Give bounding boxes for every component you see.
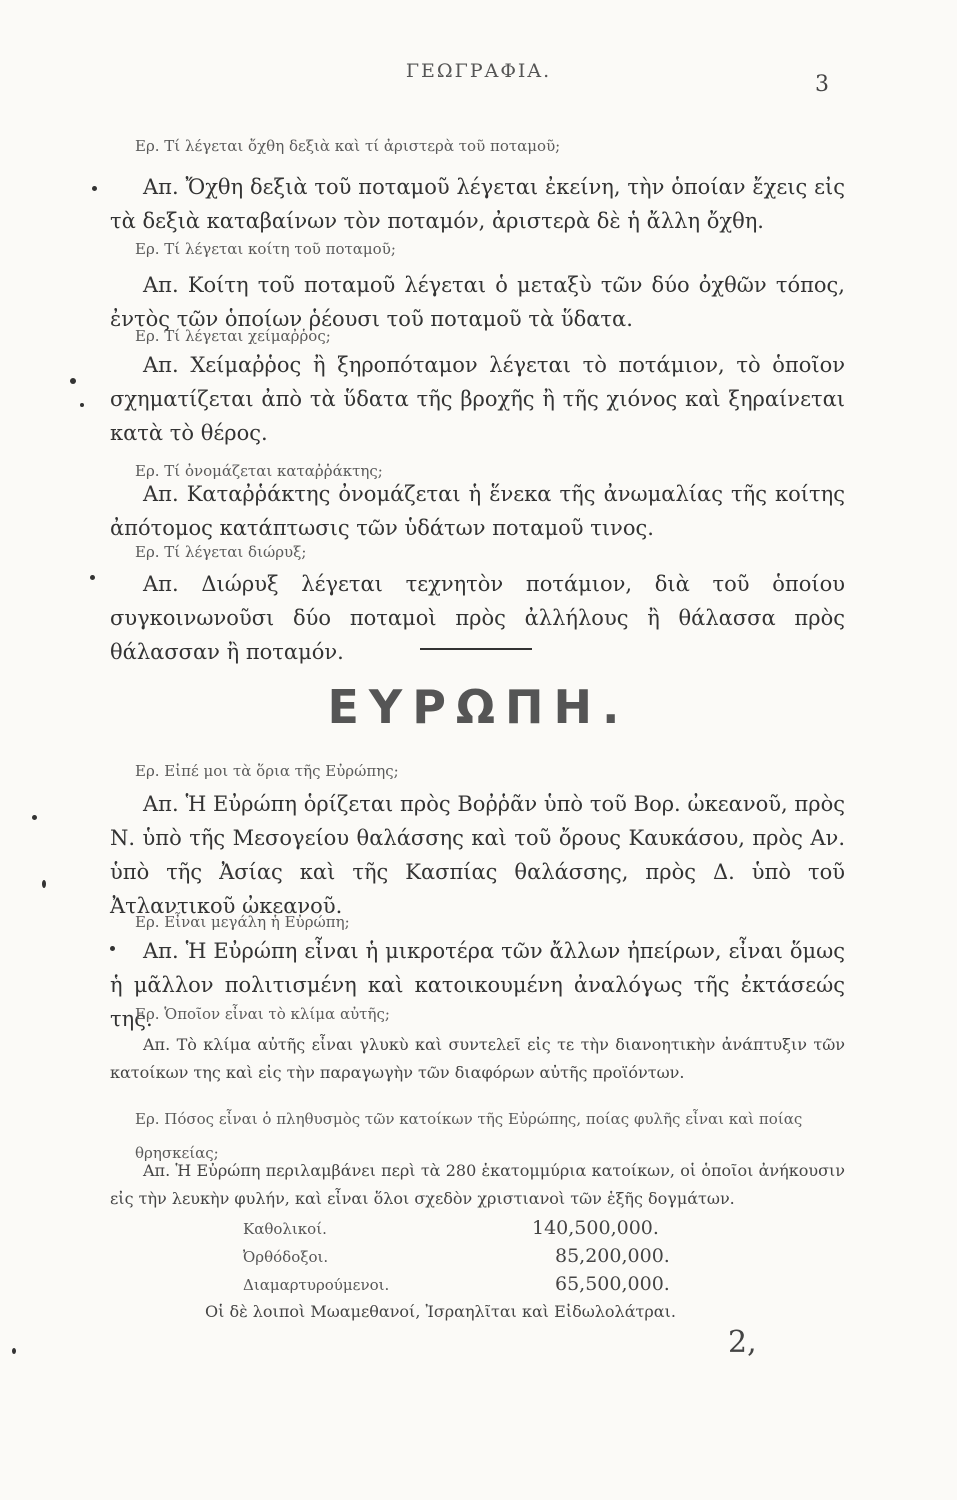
question-3: Ερ. Τί λέγεται χείμαῤῥος;	[135, 327, 331, 345]
answer-text: Χείμαῤῥος ἢ ξηροπόταμον λέγεται τὸ ποτάμιον, τὸ ὁποῖον σχηματίζεται ἀπὸ τὰ ὕδατα τῆς βροχῆς ἢ τῆς χιόνος καὶ ξηραίνεται κατὰ τὸ θέρος.	[110, 353, 845, 445]
answer-label: Απ.	[143, 792, 179, 816]
answer-label: Απ.	[143, 939, 179, 963]
denomination-label: Καθολικοί.	[243, 1220, 327, 1238]
answer-text: Ἡ Εὐρώπη περιλαμβάνει περὶ τὰ 280 ἑκατομμύρια κατοίκων, οἱ ὁποῖοι ἀνήκουσιν εἰς τὴν λευκὴν φυλήν, καὶ εἶναι ὅλοι σχεδὸν χριστιανοὶ τῶν ἑξῆς δογμάτων.	[110, 1161, 845, 1208]
ink-dot	[70, 378, 76, 384]
answer-8	[110, 1031, 845, 1087]
answer-9	[110, 1157, 845, 1213]
section-title: ΕΥΡΩΠΗ.	[327, 680, 630, 734]
answer-label: Απ.	[143, 572, 179, 596]
denomination-value: 85,200,000.	[555, 1245, 670, 1267]
answer-text: Κοίτη τοῦ ποταμοῦ λέγεται ὁ μεταξὺ τῶν δύο ὀχθῶν τόπος, ἐντὸς τῶν ὁποίων ῥέουσι τοῦ ποταμοῦ τὰ ὕδατα.	[110, 273, 845, 331]
answer-label: Απ.	[143, 482, 179, 506]
table-row	[0, 1273, 957, 1299]
answer-text: Ἡ Εὐρώπη ὁρίζεται πρὸς Βοῤῥᾶν ὑπὸ τοῦ Βορ. ὠκεανοῦ, πρὸς Ν. ὑπὸ τῆς Μεσογείου θαλάσσης καὶ τοῦ ὄρους Καυκάσου, πρὸς Αν. ὑπὸ τῆς Ἀσίας καὶ τῆς Κασπίας θαλάσσης, πρὸς Δ. ὑπὸ τοῦ Ἀτλαντικοῦ ὠκεανοῦ.	[110, 792, 845, 918]
denomination-value: 140,500,000.	[532, 1217, 659, 1239]
answer-5	[110, 567, 845, 669]
table-row	[0, 1217, 957, 1243]
ink-dot	[12, 1348, 16, 1354]
answer-text: Ὄχθη δεξιὰ τοῦ ποταμοῦ λέγεται ἐκείνη, τὴν ὁποίαν ἔχεις εἰς τὰ δεξιὰ καταβαίνων τὸν ποταμόν, ἀριστερὰ δὲ ἡ ἄλλη ὄχθη.	[110, 175, 845, 233]
page-number: 3	[815, 72, 829, 97]
ink-dot	[32, 815, 37, 820]
answer-3	[110, 348, 845, 450]
answer-text: Διώρυξ λέγεται τεχνητὸν ποτάμιον, διὰ τοῦ ὁποίου συγκοινωνοῦσι δύο ποταμοὶ πρὸς ἀλλήλους ἢ θάλασσα πρὸς θάλασσαν ἢ ποταμόν.	[110, 572, 845, 664]
denomination-value: 65,500,000.	[555, 1273, 670, 1295]
answer-label: Απ.	[143, 273, 179, 297]
ink-dot	[92, 186, 97, 191]
running-header: ΓΕΩΓΡΑΦΙΑ.	[405, 60, 552, 82]
question-4: Ερ. Τί ὀνομάζεται καταῤῥάκτης;	[135, 462, 383, 480]
denomination-label: Ὀρθόδοξοι.	[243, 1248, 329, 1266]
answer-text: Τὸ κλίμα αὐτῆς εἶναι γλυκὺ καὶ συντελεῖ εἰς τε τὴν διανοητικὴν ἀνάπτυξιν τῶν κατοίκων της καὶ εἰς τὴν παραγωγὴν τῶν διαφόρων αὐτῆς προϊόντων.	[110, 1035, 845, 1082]
question-6: Ερ. Εἰπέ μοι τὰ ὅρια τῆς Εὐρώπης;	[135, 762, 399, 780]
question-2: Ερ. Τί λέγεται κοίτη τοῦ ποταμοῦ;	[135, 240, 396, 258]
table-row	[0, 1245, 957, 1271]
denomination-label: Διαμαρτυρούμενοι.	[243, 1276, 390, 1294]
question-5: Ερ. Τί λέγεται διώρυξ;	[135, 543, 307, 561]
question-9: Ερ. Πόσος εἶναι ὁ πληθυσμὸς τῶν κατοίκων τῆς Εὐρώπης, ποίας φυλῆς εἶναι καὶ ποίας θρησκείας;	[135, 1110, 803, 1162]
answer-label: Απ.	[143, 175, 179, 199]
answer-text: Καταῤῥάκτης ὀνομάζεται ἡ ἕνεκα τῆς ἀνωμαλίας τῆς κοίτης ἀπότομος κατάπτωσις τῶν ὑδάτων ποταμοῦ τινος.	[110, 482, 845, 540]
ink-dot	[42, 880, 46, 888]
answer-2	[110, 268, 845, 336]
answer-text: Ἡ Εὐρώπη εἶναι ἡ μικροτέρα τῶν ἄλλων ἠπείρων, εἶναι ὅμως ἡ μᾶλλον πολιτισμένη καὶ κατοικουμένη ἀναλόγως τῆς ἐκτάσεώς της.	[110, 939, 845, 1031]
ink-dot	[90, 575, 95, 580]
answer-label: Απ.	[143, 1161, 171, 1180]
answer-1	[110, 170, 845, 238]
closing-line: Οἱ δὲ λοιποὶ Μωαμεθανοί, Ἰσραηλῖται καὶ Εἰδωλολάτραι.	[205, 1302, 676, 1321]
answer-label: Απ.	[143, 1035, 171, 1054]
ink-dot	[80, 403, 84, 407]
answer-label: Απ.	[143, 353, 179, 377]
answer-6	[110, 787, 845, 923]
question-1: Ερ. Τί λέγεται ὄχθη δεξιὰ καὶ τί ἀριστερὰ τοῦ ποταμοῦ;	[135, 137, 561, 155]
signature-mark: 2,	[728, 1325, 757, 1360]
ink-dot	[110, 946, 115, 951]
answer-4	[110, 477, 845, 545]
question-7: Ερ. Εἶναι μεγάλη ἡ Εὐρώπη;	[135, 913, 350, 931]
section-divider	[420, 648, 532, 650]
question-8: Ερ. Ὁποῖον εἶναι τὸ κλίμα αὐτῆς;	[135, 1005, 390, 1023]
